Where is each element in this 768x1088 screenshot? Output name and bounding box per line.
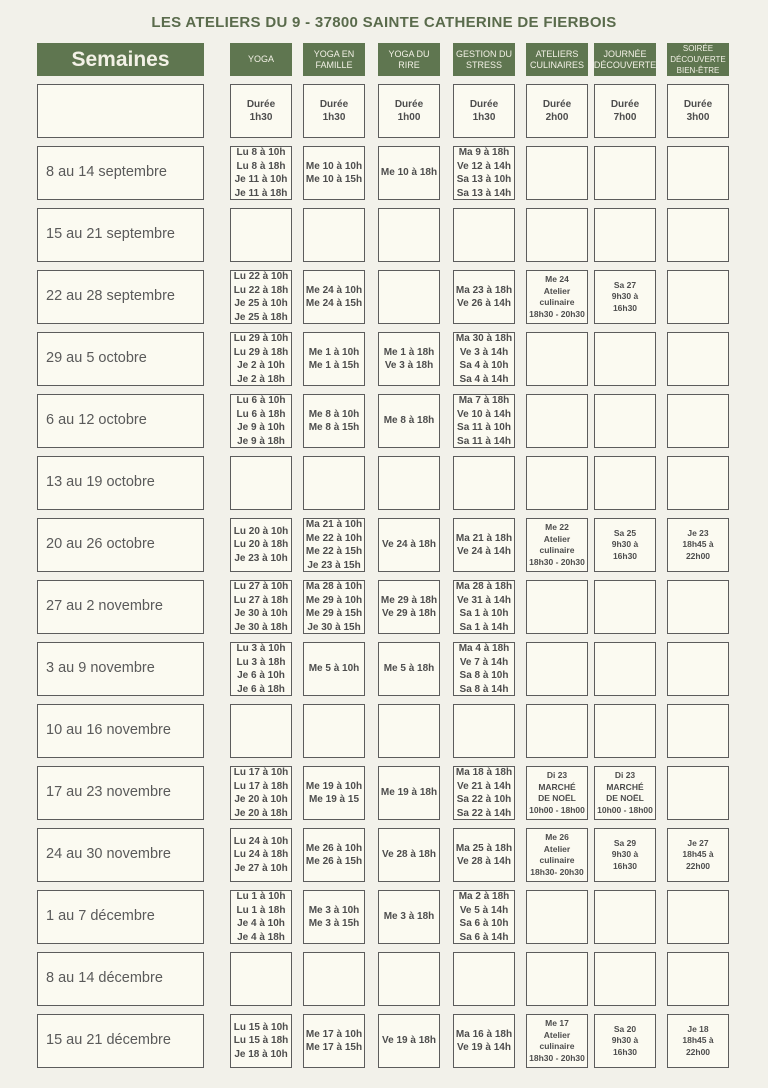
column-header-0: YOGA xyxy=(230,43,292,76)
week-label: 24 au 30 novembre xyxy=(37,828,204,882)
schedule-cell: Me 5 à 10h xyxy=(303,642,365,696)
schedule-cell: Me 3 à 10h Me 3 à 15h xyxy=(303,890,365,944)
week-label: 27 au 2 novembre xyxy=(37,580,204,634)
schedule-cell xyxy=(526,332,588,386)
schedule-cell: Me 26 Atelier culinaire 18h30- 20h30 xyxy=(526,828,588,882)
duration-cell: Durée 3h00 xyxy=(667,84,729,138)
duration-cell: Durée 7h00 xyxy=(594,84,656,138)
schedule-cell xyxy=(667,146,729,200)
schedule-cell xyxy=(526,456,588,510)
week-label: 15 au 21 décembre xyxy=(37,1014,204,1068)
column-header-1: YOGA EN FAMILLE xyxy=(303,43,365,76)
schedule-cell: Ma 30 à 18h Ve 3 à 14h Sa 4 à 10h Sa 4 à 14h xyxy=(453,332,515,386)
schedule-cell xyxy=(526,890,588,944)
schedule-cell: Je 23 18h45 à 22h00 xyxy=(667,518,729,572)
schedule-cell: Lu 1 à 10h Lu 1 à 18h Je 4 à 10h Je 4 à 18h xyxy=(230,890,292,944)
schedule-cell: Je 18 18h45 à 22h00 xyxy=(667,1014,729,1068)
schedule-cell: Ma 16 à 18h Ve 19 à 14h xyxy=(453,1014,515,1068)
schedule-cell xyxy=(667,270,729,324)
schedule-cell: Me 19 à 18h xyxy=(378,766,440,820)
schedule-cell xyxy=(667,704,729,758)
column-header-5: JOURNÉE DÉCOUVERTE xyxy=(594,43,656,76)
schedule-cell xyxy=(526,146,588,200)
schedule-cell: Me 22 Atelier culinaire 18h30 - 20h30 xyxy=(526,518,588,572)
schedule-cell: Lu 24 à 10h Lu 24 à 18h Je 27 à 10h xyxy=(230,828,292,882)
schedule-cell: Me 26 à 10h Me 26 à 15h xyxy=(303,828,365,882)
schedule-cell xyxy=(230,208,292,262)
schedule-cell xyxy=(667,208,729,262)
schedule-cell xyxy=(667,456,729,510)
week-label: 22 au 28 septembre xyxy=(37,270,204,324)
schedule-cell xyxy=(526,704,588,758)
page-title: LES ATELIERS DU 9 - 37800 SAINTE CATHERINE DE FIERBOIS xyxy=(151,14,617,31)
schedule-cell xyxy=(667,642,729,696)
duration-cell: Durée 1h00 xyxy=(378,84,440,138)
weeks-header: Semaines xyxy=(37,43,204,76)
column-header-2: YOGA DU RIRE xyxy=(378,43,440,76)
duration-cell: Durée 2h00 xyxy=(526,84,588,138)
schedule-cell: Ve 19 à 18h xyxy=(378,1014,440,1068)
column-header-3: GESTION DU STRESS xyxy=(453,43,515,76)
schedule-cell xyxy=(526,642,588,696)
week-label: 8 au 14 décembre xyxy=(37,952,204,1006)
schedule-cell xyxy=(526,394,588,448)
schedule-cell xyxy=(594,642,656,696)
duration-cell: Durée 1h30 xyxy=(453,84,515,138)
schedule-cell: Lu 27 à 10h Lu 27 à 18h Je 30 à 10h Je 30 à 18h xyxy=(230,580,292,634)
week-label: 1 au 7 décembre xyxy=(37,890,204,944)
week-label: 17 au 23 novembre xyxy=(37,766,204,820)
schedule-cell xyxy=(453,952,515,1006)
schedule-cell: Ma 18 à 18h Ve 21 à 14h Sa 22 à 10h Sa 22 à 14h xyxy=(453,766,515,820)
schedule-cell xyxy=(303,456,365,510)
schedule-cell xyxy=(453,456,515,510)
schedule-cell xyxy=(594,456,656,510)
schedule-cell xyxy=(378,270,440,324)
schedule-cell: Ve 28 à 18h xyxy=(378,828,440,882)
schedule-cell xyxy=(378,208,440,262)
week-label: 6 au 12 octobre xyxy=(37,394,204,448)
schedule-cell: Ma 28 à 10h Me 29 à 10h Me 29 à 15h Je 30 à 15h xyxy=(303,580,365,634)
week-label: 29 au 5 octobre xyxy=(37,332,204,386)
schedule-cell xyxy=(378,952,440,1006)
column-header-6: SOIRÉE DÉCOUVERTE BIEN-ÊTRE xyxy=(667,43,729,76)
schedule-cell: Je 27 18h45 à 22h00 xyxy=(667,828,729,882)
column-header-4: ATELIERS CULINAIRES xyxy=(526,43,588,76)
schedule-cell xyxy=(594,890,656,944)
schedule-cell xyxy=(303,704,365,758)
schedule-cell: Me 17 Atelier culinaire 18h30 - 20h30 xyxy=(526,1014,588,1068)
schedule-cell xyxy=(230,704,292,758)
week-label: 8 au 14 septembre xyxy=(37,146,204,200)
schedule-cell: Ma 7 à 18h Ve 10 à 14h Sa 11 à 10h Sa 11 à 14h xyxy=(453,394,515,448)
schedule-cell xyxy=(526,208,588,262)
week-label: 10 au 16 novembre xyxy=(37,704,204,758)
schedule-cell: Lu 15 à 10h Lu 15 à 18h Je 18 à 10h xyxy=(230,1014,292,1068)
schedule-cell xyxy=(594,208,656,262)
schedule-cell xyxy=(594,704,656,758)
schedule-cell: Lu 8 à 10h Lu 8 à 18h Je 11 à 10h Je 11 à 18h xyxy=(230,146,292,200)
schedule-cell: Me 19 à 10h Me 19 à 15 xyxy=(303,766,365,820)
schedule-cell xyxy=(594,332,656,386)
duration-cell: Durée 1h30 xyxy=(230,84,292,138)
schedule-cell xyxy=(230,952,292,1006)
schedule-cell: Ma 28 à 18h Ve 31 à 14h Sa 1 à 10h Sa 1 à 14h xyxy=(453,580,515,634)
schedule-cell: Me 5 à 18h xyxy=(378,642,440,696)
schedule-cell: Di 23 MARCHÉ DE NOËL 10h00 - 18h00 xyxy=(526,766,588,820)
schedule-cell: Di 23 MARCHÉ DE NOËL 10h00 - 18h00 xyxy=(594,766,656,820)
schedule-cell xyxy=(667,332,729,386)
schedule-cell xyxy=(453,704,515,758)
schedule-cell xyxy=(594,146,656,200)
schedule-cell: Lu 3 à 10h Lu 3 à 18h Je 6 à 10h Je 6 à 18h xyxy=(230,642,292,696)
schedule-cell: Ve 24 à 18h xyxy=(378,518,440,572)
schedule-cell xyxy=(667,580,729,634)
schedule-cell xyxy=(378,456,440,510)
week-label: 15 au 21 septembre xyxy=(37,208,204,262)
schedule-cell xyxy=(667,890,729,944)
schedule-cell xyxy=(526,952,588,1006)
schedule-cell: Me 29 à 18h Ve 29 à 18h xyxy=(378,580,440,634)
schedule-cell: Ma 9 à 18h Ve 12 à 14h Sa 13 à 10h Sa 13 à 14h xyxy=(453,146,515,200)
schedule-cell xyxy=(594,952,656,1006)
schedule-cell: Sa 20 9h30 à 16h30 xyxy=(594,1014,656,1068)
schedule-cell xyxy=(303,208,365,262)
schedule-cell: Ma 2 à 18h Ve 5 à 14h Sa 6 à 10h Sa 6 à 14h xyxy=(453,890,515,944)
schedule-cell xyxy=(303,952,365,1006)
duration-row-blank xyxy=(37,84,204,138)
schedule-cell: Me 8 à 18h xyxy=(378,394,440,448)
schedule-cell: Sa 25 9h30 à 16h30 xyxy=(594,518,656,572)
schedule-cell: Me 1 à 10h Me 1 à 15h xyxy=(303,332,365,386)
schedule-cell xyxy=(526,580,588,634)
week-label: 13 au 19 octobre xyxy=(37,456,204,510)
schedule-cell xyxy=(594,394,656,448)
schedule-cell: Me 1 à 18h Ve 3 à 18h xyxy=(378,332,440,386)
schedule-cell xyxy=(667,952,729,1006)
schedule-cell: Me 10 à 18h xyxy=(378,146,440,200)
schedule-cell xyxy=(667,766,729,820)
schedule-cell: Me 24 Atelier culinaire 18h30 - 20h30 xyxy=(526,270,588,324)
schedule-cell: Me 8 à 10h Me 8 à 15h xyxy=(303,394,365,448)
schedule-cell: Lu 22 à 10h Lu 22 à 18h Je 25 à 10h Je 25 à 18h xyxy=(230,270,292,324)
schedule-cell: Lu 20 à 10h Lu 20 à 18h Je 23 à 10h xyxy=(230,518,292,572)
schedule-cell: Lu 29 à 10h Lu 29 à 18h Je 2 à 10h Je 2 à 18h xyxy=(230,332,292,386)
schedule-cell: Sa 27 9h30 à 16h30 xyxy=(594,270,656,324)
week-label: 3 au 9 novembre xyxy=(37,642,204,696)
schedule-cell: Ma 23 à 18h Ve 26 à 14h xyxy=(453,270,515,324)
schedule-cell: Me 17 à 10h Me 17 à 15h xyxy=(303,1014,365,1068)
schedule-cell xyxy=(594,580,656,634)
duration-cell: Durée 1h30 xyxy=(303,84,365,138)
schedule-cell xyxy=(667,394,729,448)
schedule-cell xyxy=(453,208,515,262)
schedule-cell: Ma 4 à 18h Ve 7 à 14h Sa 8 à 10h Sa 8 à 14h xyxy=(453,642,515,696)
schedule-cell xyxy=(230,456,292,510)
schedule-cell xyxy=(378,704,440,758)
schedule-cell: Lu 17 à 10h Lu 17 à 18h Je 20 à 10h Je 20 à 18h xyxy=(230,766,292,820)
schedule-cell: Sa 29 9h30 à 16h30 xyxy=(594,828,656,882)
schedule-cell: Me 24 à 10h Me 24 à 15h xyxy=(303,270,365,324)
week-label: 20 au 26 octobre xyxy=(37,518,204,572)
schedule-cell: Me 10 à 10h Me 10 à 15h xyxy=(303,146,365,200)
schedule-cell: Ma 21 à 18h Ve 24 à 14h xyxy=(453,518,515,572)
schedule-cell: Lu 6 à 10h Lu 6 à 18h Je 9 à 10h Je 9 à 18h xyxy=(230,394,292,448)
schedule-cell: Ma 25 à 18h Ve 28 à 14h xyxy=(453,828,515,882)
schedule-cell: Me 3 à 18h xyxy=(378,890,440,944)
schedule-cell: Ma 21 à 10h Me 22 à 10h Me 22 à 15h Je 23 à 15h xyxy=(303,518,365,572)
